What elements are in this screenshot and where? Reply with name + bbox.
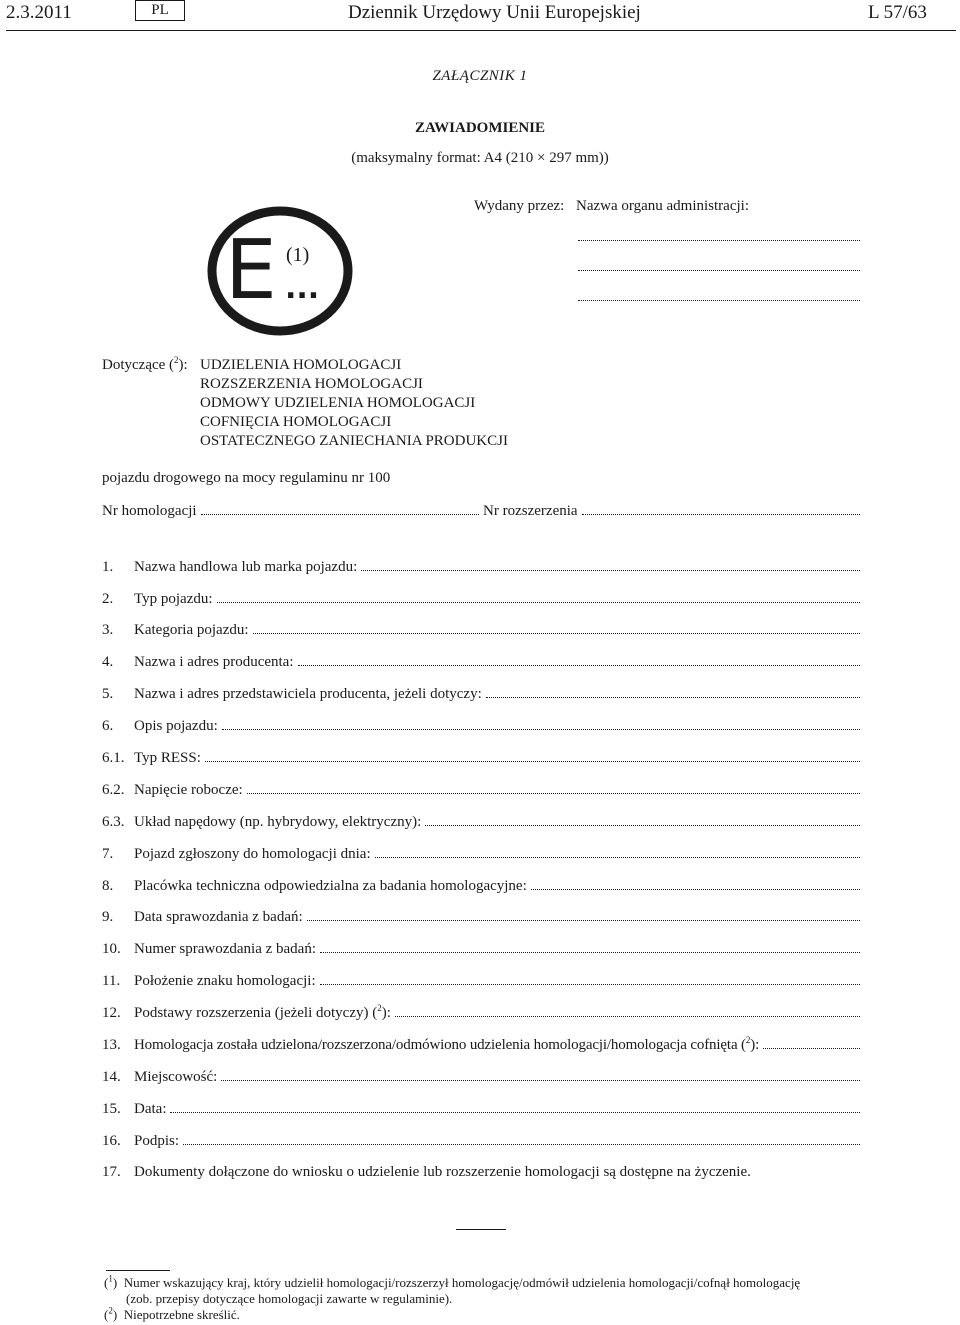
fill-line: [205, 761, 860, 762]
fill-line: [395, 1016, 860, 1017]
approval-mark-letter: E: [225, 223, 277, 318]
authority-line-3: [578, 300, 860, 301]
document-title: ZAWIADOMIENIE: [414, 120, 546, 136]
form-item: 4. Nazwa i adres producenta:: [102, 651, 860, 671]
form-item: 13. Homologacja została udzielona/rozszerzona/odmówiono udzielenia homologacji/homologacja cofnięta ($^2$):: [102, 1034, 860, 1054]
fill-line: [375, 857, 860, 858]
header-divider: [6, 30, 956, 31]
form-item: 3. Kategoria pojazdu:: [102, 619, 860, 639]
form-item: 8. Placówka techniczna odpowiedzialna za badania homologacyjne:: [102, 875, 860, 895]
fill-line: [222, 729, 860, 730]
footnote-divider: [106, 1270, 170, 1271]
concerning-option: OSTATECZNEGO ZANIECHANIA PRODUKCJI: [200, 433, 508, 449]
fill-line: [247, 793, 860, 794]
annex-heading: ZAŁĄCZNIK 1: [432, 68, 528, 84]
form-item: 6.1. Typ RESS:: [102, 747, 860, 767]
issued-by-label: Wydany przez:: [474, 198, 565, 214]
fill-line: [531, 889, 860, 890]
extension-number-field: [582, 514, 860, 515]
fill-line: [425, 825, 860, 826]
fill-line: [763, 1048, 860, 1049]
form-item: 6.2. Napięcie robocze:: [102, 779, 860, 799]
language-badge: PL: [135, 0, 185, 21]
approval-number-row: [102, 500, 860, 520]
page-reference: L 57/63: [868, 2, 927, 23]
concerning-option: ROZSZERZENIA HOMOLOGACJI: [200, 376, 423, 392]
form-item: 11. Położenie znaku homologacji:: [102, 970, 860, 990]
approval-mark-ref: (1): [286, 244, 310, 266]
approval-number-field: [201, 514, 479, 515]
form-item: 9. Data sprawozdania z badań:: [102, 906, 860, 926]
fill-line: [320, 984, 860, 985]
footnote-1: ($^1$) Numer wskazujący kraj, który udzielił homologacji/rozszerzył homologację/odmówił udzielenia homologacji/cofnął homologację: [104, 1273, 801, 1290]
end-divider: [456, 1229, 506, 1230]
fill-line: [183, 1144, 860, 1145]
approval-mark-dots: ...: [285, 271, 320, 306]
form-item: 2. Typ pojazdu:: [102, 588, 860, 608]
authority-line-2: [578, 270, 860, 271]
concerning-option: UDZIELENIA HOMOLOGACJI: [200, 357, 402, 373]
form-item: 12. Podstawy rozszerzenia (jeżeli dotyczy) ($^2$):: [102, 1002, 860, 1022]
approval-number-label: Nr homologacji: [102, 503, 197, 519]
document-subtitle: (maksymalny format: A4 (210 × 297 mm)): [351, 150, 609, 166]
form-item: 17. Dokumenty dołączone do wniosku o udzielenie lub rozszerzenie homologacji są dostępne na życzenie.: [102, 1164, 751, 1180]
form-item: 15. Data:: [102, 1098, 860, 1118]
form-item: 6.3. Układ napędowy (np. hybrydowy, elektryczny):: [102, 811, 860, 831]
fill-line: [298, 665, 860, 666]
vehicle-regulation-line: pojazdu drogowego na mocy regulaminu nr 100: [102, 470, 391, 486]
fill-line: [320, 952, 860, 953]
concerning-option: COFNIĘCIA HOMOLOGACJI: [200, 414, 392, 430]
form-item: 5. Nazwa i adres przedstawiciela producenta, jeżeli dotyczy:: [102, 683, 860, 703]
authority-line-1: [578, 240, 860, 241]
form-item: 14. Miejscowość:: [102, 1066, 860, 1086]
form-item: 6. Opis pojazdu:: [102, 715, 860, 735]
journal-title: Dziennik Urzędowy Unii Europejskiej: [348, 2, 641, 23]
approval-mark-icon: [205, 206, 355, 336]
form-item: 10. Numer sprawozdania z badań:: [102, 938, 860, 958]
form-item: 16. Podpis:: [102, 1130, 860, 1150]
fill-line: [221, 1080, 860, 1081]
fill-line: [307, 920, 860, 921]
extension-number-label: Nr rozszerzenia: [483, 503, 578, 519]
publication-date: 2.3.2011: [6, 2, 72, 23]
fill-line: [361, 570, 860, 571]
concerning-option: ODMOWY UDZIELENIA HOMOLOGACJI: [200, 395, 476, 411]
fill-line: [486, 697, 860, 698]
fill-line: [170, 1112, 860, 1113]
fill-line: [217, 602, 860, 603]
fill-line: [253, 633, 860, 634]
concerning-label: Dotyczące ($^2$):: [102, 355, 188, 373]
footnote-2: ($^2$) Niepotrzebne skreślić.: [104, 1305, 240, 1322]
form-item: 1. Nazwa handlowa lub marka pojazdu:: [102, 556, 860, 576]
form-item: 7. Pojazd zgłoszony do homologacji dnia:: [102, 843, 860, 863]
footnote-1-continued: (zob. przepisy dotyczące homologacji zawarte w regulaminie).: [126, 1291, 453, 1306]
authority-label: Nazwa organu administracji:: [576, 198, 749, 214]
